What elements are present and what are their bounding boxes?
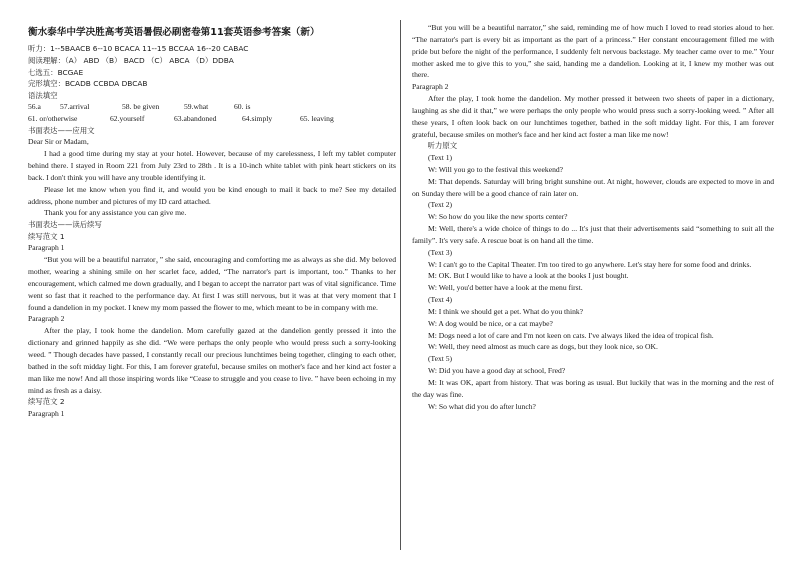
grammar-answer: 60. is xyxy=(234,102,251,112)
page-title: 衡水泰华中学决胜高考英语暑假必刷密卷第11套英语参考答案（新） xyxy=(28,27,320,38)
left-column xyxy=(28,26,396,420)
model-1-paragraph-2: After the play, I took home the dandelion. Mom carefully gazed at the dandelion gently pressed it into the dictionary and grinned happily as she did. “We were perhaps the only people who would press such a sorry-looking weed. ” Though decades have passed, I constantly recall our precious lunchtimes being together, clinging to each other, bathed in the soft midday light. For this, I am forever grateful, because smiles on mother's face and her kind act foster a man like me now! And all those inspiring words like “Cease to struggle and you cease to live. ” have been echoing in my mind as fresh as a daisy. xyxy=(28,326,396,395)
answer-cloze: 完形填空：BCADB CCBDA DBCAB xyxy=(28,79,148,89)
transcript-line: W: So how do you like the new sports center? xyxy=(427,212,568,222)
grammar-answer: 57.arrival xyxy=(60,102,90,112)
transcript-line: W: A dog would be nice, or a cat maybe? xyxy=(427,318,553,328)
letter-paragraph: I had a good time during my stay at your hotel. However, because of my carelessness, I left my tablet computer behind there. I stayed in Room 221 from July 23rd to 28th . It is a 10-inch white tablet with pink heart stickers on its back. I don't think you will have any trouble identifying it. xyxy=(28,149,396,182)
transcript-line: W: So what did you do after lunch? xyxy=(427,401,536,411)
grammar-answer: 56.a xyxy=(28,102,41,112)
grammar-heading: 语法填空 xyxy=(28,90,58,100)
transcript-line: W: Well, they need almost as much care as dogs, but they look nice, so OK. xyxy=(427,342,658,352)
transcript-text-label: (Text 3) xyxy=(427,247,453,257)
paragraph-2-label: Paragraph 2 xyxy=(28,314,65,324)
model-2-paragraph-1-label: Paragraph 1 xyxy=(28,408,65,418)
model-2-paragraph-2: After the play, I took home the dandelion. My mother pressed it between two sheets of paper in a dictionary, laughing as she did it that,” we were perhaps the only people who would press such a sorry-looking weed. ” After all these years, I often look back on our lunchtimes together, bathed in the soft midday light. For this, I am forever grateful, because smiles on mother's face and her kind act foster a man like me now! xyxy=(412,94,774,139)
letter-paragraph: Please let me know when you find it, and would you be kind enough to mail it back to me? See my detailed address, phone number and pictures of my ID card attached. xyxy=(28,184,396,206)
answer-listening: 听力：1--5BAACB 6--10 BCACA 11--15 BCCAA 16--20 CABAC xyxy=(28,44,249,54)
grammar-row-2 xyxy=(28,113,396,125)
transcript-text-label: (Text 2) xyxy=(427,200,453,210)
transcript-line: W: Did you have a good day at school, Fred? xyxy=(427,366,566,376)
grammar-row-1 xyxy=(28,101,396,113)
transcript-line: M: Dogs need a lot of care and I'm not keen on cats. I've always liked the idea of tropical fish. xyxy=(427,330,714,340)
writing-1-heading: 书面表达——应用文 xyxy=(28,125,95,135)
transcript-line: M: I think we should get a pet. What do you think? xyxy=(427,306,584,316)
model-2-paragraph-2-label: Paragraph 2 xyxy=(412,82,449,92)
transcript-heading: 听力原文 xyxy=(427,141,458,151)
transcript xyxy=(412,152,774,413)
transcript-text-label: (Text 4) xyxy=(427,295,453,305)
transcript-text-label: (Text 1) xyxy=(427,152,453,162)
transcript-line: M: That depends. Saturday will bring bright sunshine out. At night, however, clouds are expected to move in and on Sunday there will be a good chance of rain later on. xyxy=(412,176,774,198)
column-divider xyxy=(400,20,401,550)
transcript-line: M: OK. But I would like to have a look at the books I just bought. xyxy=(427,271,629,281)
grammar-answer: 61. or/otherwise xyxy=(28,114,78,123)
model-2-paragraph-1: “But you will be a beautiful narrator,” she said, reminding me of how much I loved to read stories aloud to her. “The narrator's part is every bit as important as the part of a princess.” Her constant encouragement filled me with pride but before the night of the performance, I suddenly felt nervous backstage. My teacher came over to me.” Your mother asked me to give this to you,” she said, handing me a dandelion. Looking at it, I knew my mother was out there. xyxy=(412,23,774,80)
letter-salutation: Dear Sir or Madam, xyxy=(28,137,89,147)
answer-seven-five: 七选五：BCGAE xyxy=(28,67,84,77)
model-1-paragraph-1: “But you will be a beautiful narrator，” she said, encouraging and comforting me as always as she did. My beloved mother, wearing a shining smile on her scarlet face, added, “The narrator's part is important, too.” Thanks to her encouragement, which calmed me down gradually, and I began to accept the narrator part was of vital significance. Time went so fast that it reached to the performance day. At first I was still nervous, but it was at that very moment that I found a dandelion in my pocket. I knew my mom passed the flower to me, which meant to be in company with me. xyxy=(28,255,396,312)
transcript-text-label: (Text 5) xyxy=(427,354,453,364)
letter-paragraph: Thank you for any assistance you can give me. xyxy=(43,208,187,218)
grammar-answer: 59.what xyxy=(184,102,209,112)
transcript-line: M: It was OK, apart from history. That was boring as usual. But luckily that was in the morning and the rest of the day was fine. xyxy=(412,378,774,399)
transcript-line: W: Will you go to the festival this weekend? xyxy=(427,164,564,174)
paragraph-1-label: Paragraph 1 xyxy=(28,243,65,253)
grammar-answer: 58. be given xyxy=(122,102,160,112)
grammar-answer: 62.yourself xyxy=(110,114,145,123)
transcript-line: W: Well, you'd better have a look at the menu first. xyxy=(427,283,583,293)
writing-2-heading: 书面表达——读后续写 xyxy=(28,220,102,230)
grammar-answer: 65. leaving xyxy=(300,114,334,123)
transcript-line: M: Well, there's a wide choice of things to do ... It's just that their advertisements said “something to suit all the family”. It's very safe. A rescue boat is on hand all the time. xyxy=(412,224,774,245)
right-column xyxy=(412,22,774,413)
grammar-answer: 63.abandoned xyxy=(174,114,217,123)
model-2-label: 续写范文 2 xyxy=(28,397,65,407)
grammar-answer: 64.simply xyxy=(242,114,273,123)
transcript-line: W: I can't go to the Capital Theater. I'm too tired to go anywhere. Let's stay here for some food and drinks. xyxy=(427,259,752,269)
answer-reading: 阅读理解：（A） ABD （B） BACD （C） ABCA （D）DDBA xyxy=(28,55,234,65)
model-1-label: 续写范文 1 xyxy=(28,231,65,241)
